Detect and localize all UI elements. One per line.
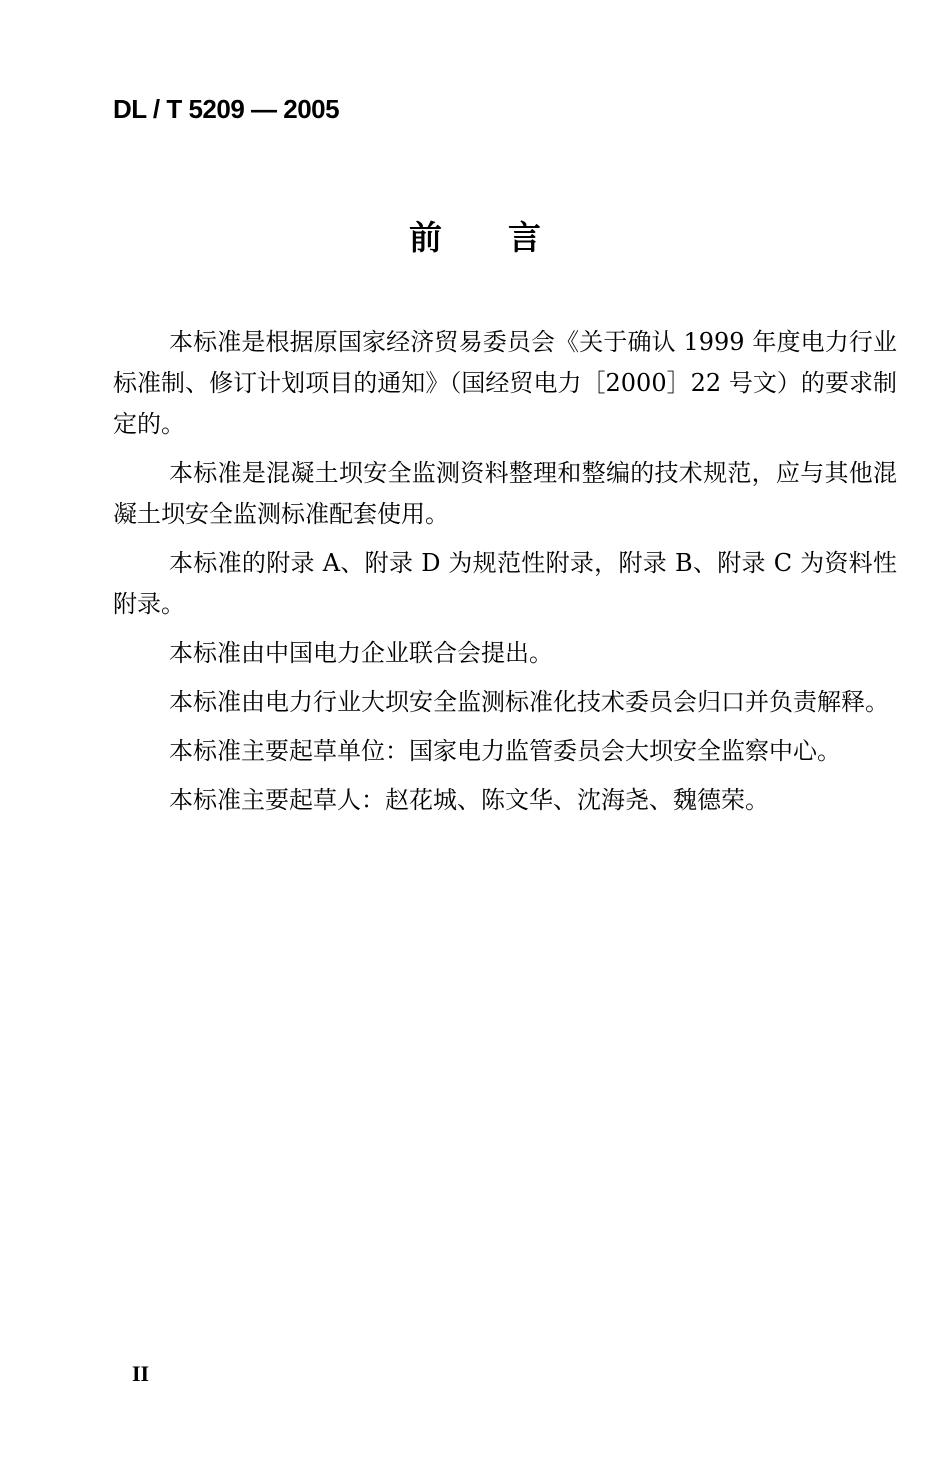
title-char-2: 言 xyxy=(508,218,541,257)
foreword-body xyxy=(113,322,897,829)
paragraph-drafters: 本标准主要起草人：赵花城、陈文华、沈海尧、魏德荣。 xyxy=(169,786,769,814)
paragraph-proposer: 本标准由中国电力企业联合会提出。 xyxy=(169,639,553,667)
page-number: II xyxy=(132,1361,150,1386)
title-char-1: 前 xyxy=(409,218,442,257)
paragraph-appendices: 本标准的附录 A、附录 D 为规范性附录，附录 B、附录 C 为资料性附录。 xyxy=(113,549,897,618)
paragraph-scope: 本标准是混凝土坝安全监测资料整理和整编的技术规范，应与其他混凝土坝安全监测标准配套使用。 xyxy=(113,459,897,528)
standard-code: DL / T 5209 — 2005 xyxy=(113,94,340,124)
paragraph-basis: 本标准是根据原国家经济贸易委员会《关于确认 1999 年度电力行业标准制、修订计划项目的通知》（国经贸电力［2000］22 号文）的要求制定的。 xyxy=(113,328,897,438)
page-title xyxy=(0,212,950,259)
paragraph-drafting-unit: 本标准主要起草单位：国家电力监管委员会大坝安全监察中心。 xyxy=(169,737,841,765)
paragraph-interpretation: 本标准由电力行业大坝安全监测标准化技术委员会归口并负责解释。 xyxy=(169,688,889,716)
